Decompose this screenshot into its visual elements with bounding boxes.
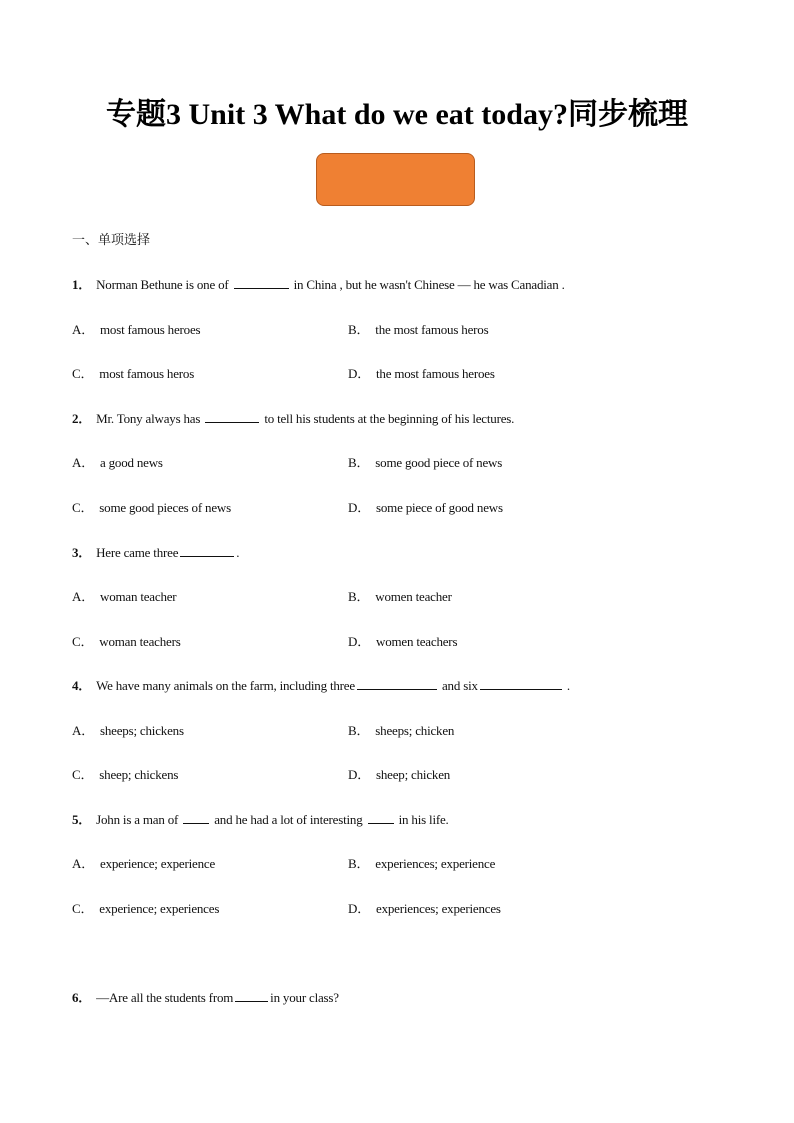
option-text: sheep; chicken [376,767,451,782]
question-text: in your class? [270,990,339,1005]
option-text: most famous heros [99,366,195,381]
question-text: We have many animals on the farm, including three [96,678,355,693]
option-b[interactable] [348,453,502,473]
option-c[interactable] [72,899,219,919]
option-text: sheeps; chickens [100,723,184,738]
option-a[interactable] [72,453,163,473]
option-letter: C． [72,634,94,649]
question-text: in his life. [395,812,449,827]
question-text: Norman Bethune is one of [96,277,232,292]
question-text: in China , but he wasn't Chinese — he was Canadian . [290,277,565,292]
question-text: John is a man of [96,812,182,827]
option-letter: A． [72,723,94,738]
question-number: 6． [72,990,92,1005]
option-text: experience; experiences [99,901,220,916]
option-text: some good piece of news [375,455,503,470]
answer-blank [183,810,209,824]
question-text: . [236,545,240,560]
question-4 [72,676,570,696]
question-text: to tell his students at the beginning of his lectures. [261,411,515,426]
question-number: 2． [72,411,92,426]
option-text: some piece of good news [376,500,503,515]
option-d[interactable] [348,632,457,652]
option-letter: D． [348,500,370,515]
option-b[interactable] [348,587,452,607]
page-title: 专题3 Unit 3 What do we eat today?同步梳理 [106,98,688,131]
question-text: and six [438,678,478,693]
answer-blank [480,676,562,690]
answer-blank [357,676,437,690]
option-letter: A． [72,455,94,470]
option-letter: D． [348,767,370,782]
question-6 [72,988,339,1008]
option-a[interactable] [72,320,200,340]
option-text: experiences; experiences [376,901,501,916]
option-letter: B． [348,322,370,337]
option-text: a good news [100,455,163,470]
question-2 [72,409,514,429]
answer-blank [368,810,394,824]
option-a[interactable] [72,587,176,607]
option-d[interactable] [348,765,450,785]
option-letter: B． [348,723,370,738]
option-letter: D． [348,366,370,381]
option-text: the most famous heros [375,322,489,337]
option-letter: B． [348,589,370,604]
question-text: and he had a lot of interesting [211,812,366,827]
option-letter: A． [72,856,94,871]
option-letter: C． [72,500,94,515]
option-letter: B． [348,455,370,470]
option-letter: D． [348,901,370,916]
option-c[interactable] [72,498,231,518]
answer-blank [180,543,234,557]
question-number: 4． [72,678,92,693]
option-letter: D． [348,634,370,649]
option-text: the most famous heroes [376,366,495,381]
option-letter: C． [72,366,94,381]
option-d[interactable] [348,364,495,384]
option-c[interactable] [72,765,178,785]
option-letter: C． [72,767,94,782]
option-text: woman teachers [99,634,181,649]
option-text: experience; experience [100,856,216,871]
option-text: sheep; chickens [99,767,179,782]
option-b[interactable] [348,320,488,340]
option-text: some good pieces of news [99,500,231,515]
option-a[interactable] [72,854,215,874]
question-number: 5． [72,812,92,827]
answer-blank [235,988,268,1002]
option-b[interactable] [348,721,454,741]
option-c[interactable] [72,632,181,652]
option-text: woman teacher [100,589,177,604]
question-text: Mr. Tony always has [96,411,204,426]
option-d[interactable] [348,498,503,518]
option-letter: A． [72,589,94,604]
option-text: most famous heroes [100,322,201,337]
question-number: 1． [72,277,92,292]
section-heading: 一、单项选择 [72,233,151,248]
option-text: experiences; experience [375,856,496,871]
orange-badge [316,153,475,206]
question-5 [72,810,449,830]
option-c[interactable] [72,364,194,384]
question-text: Here came three [96,545,179,560]
question-3 [72,543,239,563]
option-text: women teachers [376,634,458,649]
option-letter: C． [72,901,94,916]
question-number: 3． [72,545,92,560]
option-letter: B． [348,856,370,871]
answer-blank [234,275,289,289]
option-letter: A． [72,322,94,337]
question-text: . [563,678,570,693]
option-text: women teacher [375,589,452,604]
question-text: —Are all the students from [96,990,234,1005]
option-d[interactable] [348,899,501,919]
option-b[interactable] [348,854,495,874]
question-1 [72,275,565,295]
option-text: sheeps; chicken [375,723,455,738]
answer-blank [205,409,259,423]
option-a[interactable] [72,721,184,741]
